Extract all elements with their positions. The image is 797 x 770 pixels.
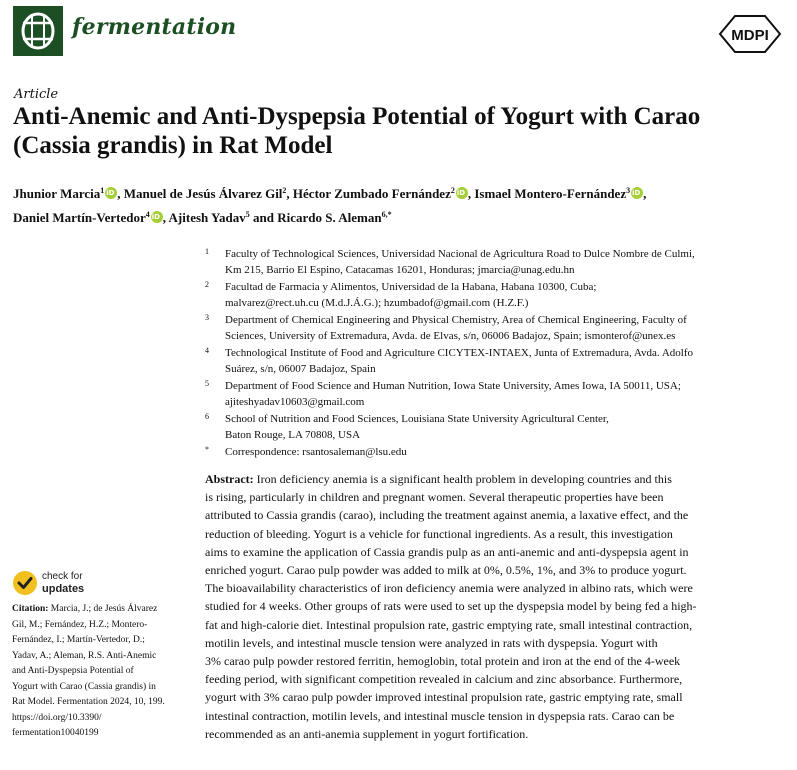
author-name[interactable]: Manuel de Jesús Álvarez Gil — [123, 186, 283, 201]
page-header — [0, 0, 797, 66]
abstract-text: is rising, particularly in children and pregnant women. Several therapeutic properties have been — [205, 490, 664, 505]
affiliation-email[interactable]: ajiteshyadav10603@gmail.com — [225, 395, 365, 408]
affiliation-text: Department of Chemical Engineering and Physical Chemistry, Area of Chemical Engineering, Faculty of — [225, 314, 687, 326]
correspondence-email[interactable]: Correspondence: rsantosaleman@lsu.edu — [225, 446, 407, 458]
abstract-text: aims to examine the application of Cassia grandis pulp as an anti-anemic and anti-dyspepsia agent in — [205, 544, 689, 559]
correspondence-marker: * — [205, 445, 209, 454]
citation-text: Marcia, J.; de Jesús Álvarez — [48, 604, 158, 614]
abstract-label: Abstract: — [205, 472, 254, 486]
orcid-icon[interactable] — [631, 187, 643, 199]
affiliation-text: Department of Food Science and Human Nutrition, Iowa State University, Ames Iowa, IA 50011, USA; — [225, 380, 681, 392]
affiliations — [205, 247, 785, 463]
check-updates-icon — [12, 570, 38, 596]
abstract-text: enriched yogurt. Carao pulp powder was added to milk at 0%, 0.5%, 1%, and 3% to produce yogurt. — [205, 563, 687, 578]
author-name[interactable]: Ricardo S. Aleman — [277, 210, 382, 225]
affiliation-text[interactable]: malvarez@rect.uh.cu (M.d.J.Á.G.); hzumbadof@gmail.com (H.Z.F.) — [225, 296, 529, 309]
abstract — [205, 470, 785, 743]
check-updates-line2: updates — [42, 583, 85, 595]
abstract-text: The bioavailability characteristics of iron deficiency anemia were analyzed in albino rats, which were — [205, 581, 693, 596]
author-name[interactable]: Jhunior Marcia — [13, 186, 101, 201]
citation-label: Citation: — [12, 604, 49, 614]
abstract-text: recommended as an anti-anemia supplement in yogurt fortification. — [205, 726, 529, 741]
citation — [12, 602, 192, 742]
mdpi-logo[interactable] — [717, 14, 783, 54]
affiliation-text: Technological Institute of Food and Agriculture CICYTEX-INTAEX, Junta of Extremadura, Avda. Adolfo — [225, 347, 693, 359]
author-affil-ref: 2 — [282, 186, 287, 195]
author-list: Jhunior Marcia$^1$iD , Manuel de Jesús Álvarez Gil$^2$, Héctor Zumbado Fernández$^2$iD , Ismael Montero-Fernández$^3$iD , Daniel Martín-Vertedor$^4$iD , Ajitesh Yadav$^5$ and Ricardo S. Aleman$^{6,*}$ — [13, 180, 793, 228]
affiliation-item — [205, 346, 785, 377]
affiliation-item — [205, 412, 785, 443]
citation-text: Gil, M.; Fernández, H.Z.; Montero- — [12, 619, 148, 630]
affiliation-number: 3 — [205, 313, 209, 322]
affiliation-number: 4 — [205, 346, 209, 355]
citation-text: Yadav, A.; Aleman, R.S. Anti-Anemic — [12, 650, 157, 661]
abstract-text: reduction of bleeding. Yogurt is a vehicle for functional ingredients. As a result, this investigation — [205, 526, 673, 541]
abstract-text: yogurt with 3% carao pulp powder improved intestinal propulsion rate, gastric emptying rate, small — [205, 690, 683, 705]
abstract-text: studied for 4 weeks. Other groups of rats were used to set up the dyspepsia model by being fed a high- — [205, 599, 697, 614]
affiliation-text: Suárez, s/n, 06007 Badajoz, Spain — [225, 362, 376, 375]
citation-doi-link[interactable]: https://doi.org/10.3390/ — [12, 712, 102, 723]
abstract-text: attributed to Cassia grandis (carao), including the treatment against anemia, a laxative effect, and the — [205, 508, 689, 523]
citation-text: Fernández, I.; Martín-Vertedor, D.; — [12, 635, 145, 645]
affiliation-item — [205, 379, 785, 410]
affiliation-item — [205, 313, 785, 344]
check-updates-line1: check for — [42, 571, 83, 582]
abstract-text: Iron deficiency anemia is a significant health problem in developing countries and this — [253, 472, 672, 486]
barrel-icon — [13, 6, 63, 56]
author-name[interactable]: Ismael Montero-Fernández — [474, 186, 627, 201]
correspondence — [205, 445, 785, 461]
author-affil-ref: 6,* — [381, 210, 392, 219]
citation-doi-link[interactable]: fermentation10040199 — [12, 728, 99, 738]
affiliation-text: School of Nutrition and Food Sciences, Louisiana State University Agricultural Center, — [225, 413, 609, 425]
abstract-text: intestinal contraction, motilin levels, and intestinal muscle tension in dyspepsia rats. Carao can be — [205, 708, 675, 723]
citation-text: Yogurt with Carao (Cassia grandis) in — [12, 681, 156, 692]
check-for-updates-button[interactable] — [12, 570, 122, 598]
affiliation-text[interactable]: Km 215, Barrio El Espino, Catacamas 16201, Honduras; jmarcia@unag.edu.hn — [225, 263, 575, 276]
author-affil-ref: 2 — [450, 186, 455, 195]
journal-name[interactable]: fermentation — [72, 14, 237, 40]
affiliation-number: 6 — [205, 412, 209, 421]
citation-text: Rat Model. Fermentation 2024, 10, 199. — [12, 697, 165, 707]
affiliation-item — [205, 280, 785, 311]
affiliation-item — [205, 247, 785, 278]
author-affil-ref: 5 — [245, 210, 250, 219]
orcid-icon[interactable] — [105, 187, 117, 199]
author-name[interactable]: Daniel Martín-Vertedor — [13, 210, 146, 225]
publisher-name: MDPI — [731, 27, 769, 44]
abstract-text: motilin levels, and intestinal muscle tension were analyzed in rats with dyspepsia. Yogurt with — [205, 635, 658, 650]
citation-text: and Anti-Dyspepsia Potential of — [12, 666, 134, 676]
orcid-icon[interactable] — [456, 187, 468, 199]
abstract-text: 3% carao pulp powder restored ferritin, hemoglobin, total protein and iron at the end of the 4-week — [205, 654, 681, 669]
orcid-icon[interactable] — [151, 211, 163, 223]
author-affil-ref: 4 — [145, 210, 150, 219]
author-affil-ref: 1 — [100, 186, 105, 195]
author-conjunction: and — [252, 210, 274, 225]
affiliation-number: 2 — [205, 280, 209, 289]
article-title — [13, 102, 793, 160]
author-affil-ref: 3 — [626, 186, 631, 195]
affiliation-number: 1 — [205, 247, 209, 256]
title-line: (Cassia grandis) in Rat Model — [13, 132, 333, 159]
affiliation-text: Facultad de Farmacia y Alimentos, Universidad de la Habana, Habana 10300, Cuba; — [225, 281, 597, 293]
author-name[interactable]: Ajitesh Yadav — [168, 210, 246, 225]
abstract-text: feeding period, with significant competition revealed in calcium and zinc absorbance. Furthermore, — [205, 672, 683, 687]
title-line: Anti-Anemic and Anti-Dyspepsia Potential of Yogurt with Carao — [13, 103, 701, 130]
affiliation-text: Baton Rouge, LA 70808, USA — [225, 428, 361, 441]
affiliation-text: Faculty of Technological Sciences, Universidad Nacional de Agricultura Road to Dulce Nombre de Culmi, — [225, 248, 695, 260]
article-type: Article — [14, 87, 59, 102]
abstract-text: fat and high-calorie diet. Intestinal propulsion rate, gastric emptying rate, small intestinal contraction, — [205, 617, 693, 632]
author-name[interactable]: Héctor Zumbado Fernández — [292, 186, 451, 201]
affiliation-number: 5 — [205, 379, 209, 388]
affiliation-text[interactable]: Sciences, University of Extremadura, Avda. de Elvas, s/n, 06006 Badajoz, Spain; ismonterof@unex.es — [225, 329, 676, 342]
